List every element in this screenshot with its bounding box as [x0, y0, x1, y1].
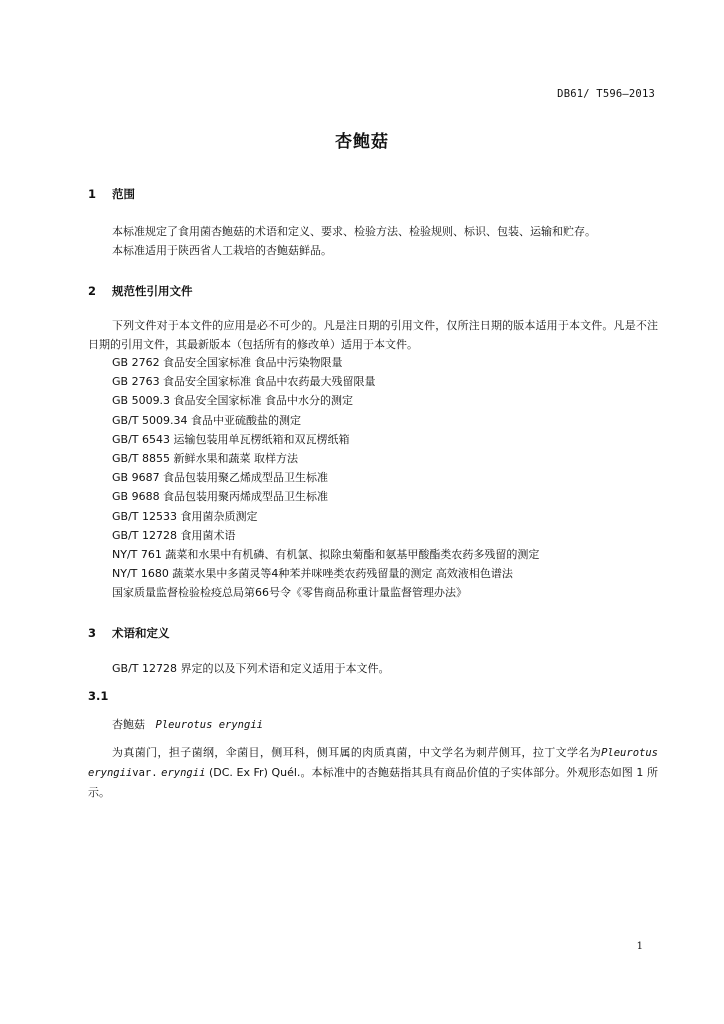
definition-text-1: 为真菌门，担子菌纲，伞菌目，侧耳科，侧耳属的肉质真菌，中文学名为刺芹侧耳，拉丁文学名为 — [112, 746, 602, 759]
reference-item: GB/T 6543 运输包装用单瓦楞纸箱和双瓦楞纸箱 — [112, 432, 350, 446]
reference-item: 国家质量监督检验检疫总局第66号令《零售商品称重计量监督管理办法》 — [112, 586, 467, 600]
definition-var: var. — [132, 767, 158, 779]
section-number: 3 — [88, 626, 97, 640]
subsection-3-1-number: 3.1 — [88, 689, 109, 703]
reference-item: GB 2763 食品安全国家标准 食品中农药最大残留限量 — [112, 375, 376, 389]
reference-item: GB 2762 食品安全国家标准 食品中污染物限量 — [112, 356, 343, 369]
section-1-line-1: 本标准规定了食用菌杏鲍菇的术语和定义、要求、检验方法、检验规则、标识、包装、运输和贮存。 — [112, 225, 596, 238]
reference-item: GB/T 12533 食用菌杂质测定 — [112, 509, 258, 523]
reference-item: GB/T 5009.34 食品中亚硫酸盐的测定 — [112, 413, 301, 427]
section-3-heading — [88, 625, 170, 641]
section-number: 2 — [88, 284, 97, 298]
section-number: 1 — [88, 187, 97, 201]
reference-item: GB 5009.3 食品安全国家标准 食品中水分的测定 — [112, 394, 354, 408]
section-title: 规范性引用文件 — [112, 284, 193, 298]
reference-item: NY/T 761 蔬菜和水果中有机磷、有机氯、拟除虫菊酯和氨基甲酸酯类农药多残留的测定 — [112, 547, 540, 561]
section-title: 术语和定义 — [112, 626, 170, 640]
reference-list — [112, 353, 539, 602]
term-line — [112, 715, 263, 735]
term-name: 杏鲍菇 — [112, 718, 145, 731]
term-definition — [88, 743, 658, 802]
section-1-line-2: 本标准适用于陕西省人工栽培的杏鲍菇鲜品。 — [112, 244, 332, 257]
section-1-heading — [88, 186, 135, 202]
document-code: DB61/ T596—2013 — [557, 88, 655, 100]
section-2-heading — [88, 283, 193, 299]
reference-item: GB 9688 食品包装用聚丙烯成型品卫生标准 — [112, 490, 329, 504]
reference-item: GB/T 12728 食用菌术语 — [112, 528, 236, 542]
reference-item: NY/T 1680 蔬菜水果中多菌灵等4种苯并咪唑类农药残留量的测定 高效液相色谱法 — [112, 567, 513, 581]
section-3-intro: GB/T 12728 界定的以及下列术语和定义适用于本文件。 — [112, 662, 390, 675]
section-title: 范围 — [112, 187, 135, 201]
definition-latin-1: Pleurotus eryngii — [88, 747, 658, 779]
term-latin-name: Pleurotus eryngii — [155, 719, 263, 731]
reference-item: GB 9687 食品包装用聚乙烯成型品卫生标准 — [112, 471, 329, 485]
definition-text-2: (DC. Ex Fr) Quél.。本标准中的杏鲍菇指其具有商品价值的子实体部分。外观形态如图 1 所示。 — [88, 766, 658, 799]
document-title: 杏鲍菇 — [335, 132, 389, 152]
reference-item: GB/T 8855 新鲜水果和蔬菜 取样方法 — [112, 451, 298, 465]
page-number: 1 — [636, 941, 643, 952]
definition-latin-2: eryngii — [161, 767, 206, 779]
section-2-intro: 下列文件对于本文件的应用是必不可少的。凡是注日期的引用文件，仅所注日期的版本适用于本文件。凡是不注日期的引用文件，其最新版本（包括所有的修改单）适用于本文件。 — [88, 319, 658, 351]
